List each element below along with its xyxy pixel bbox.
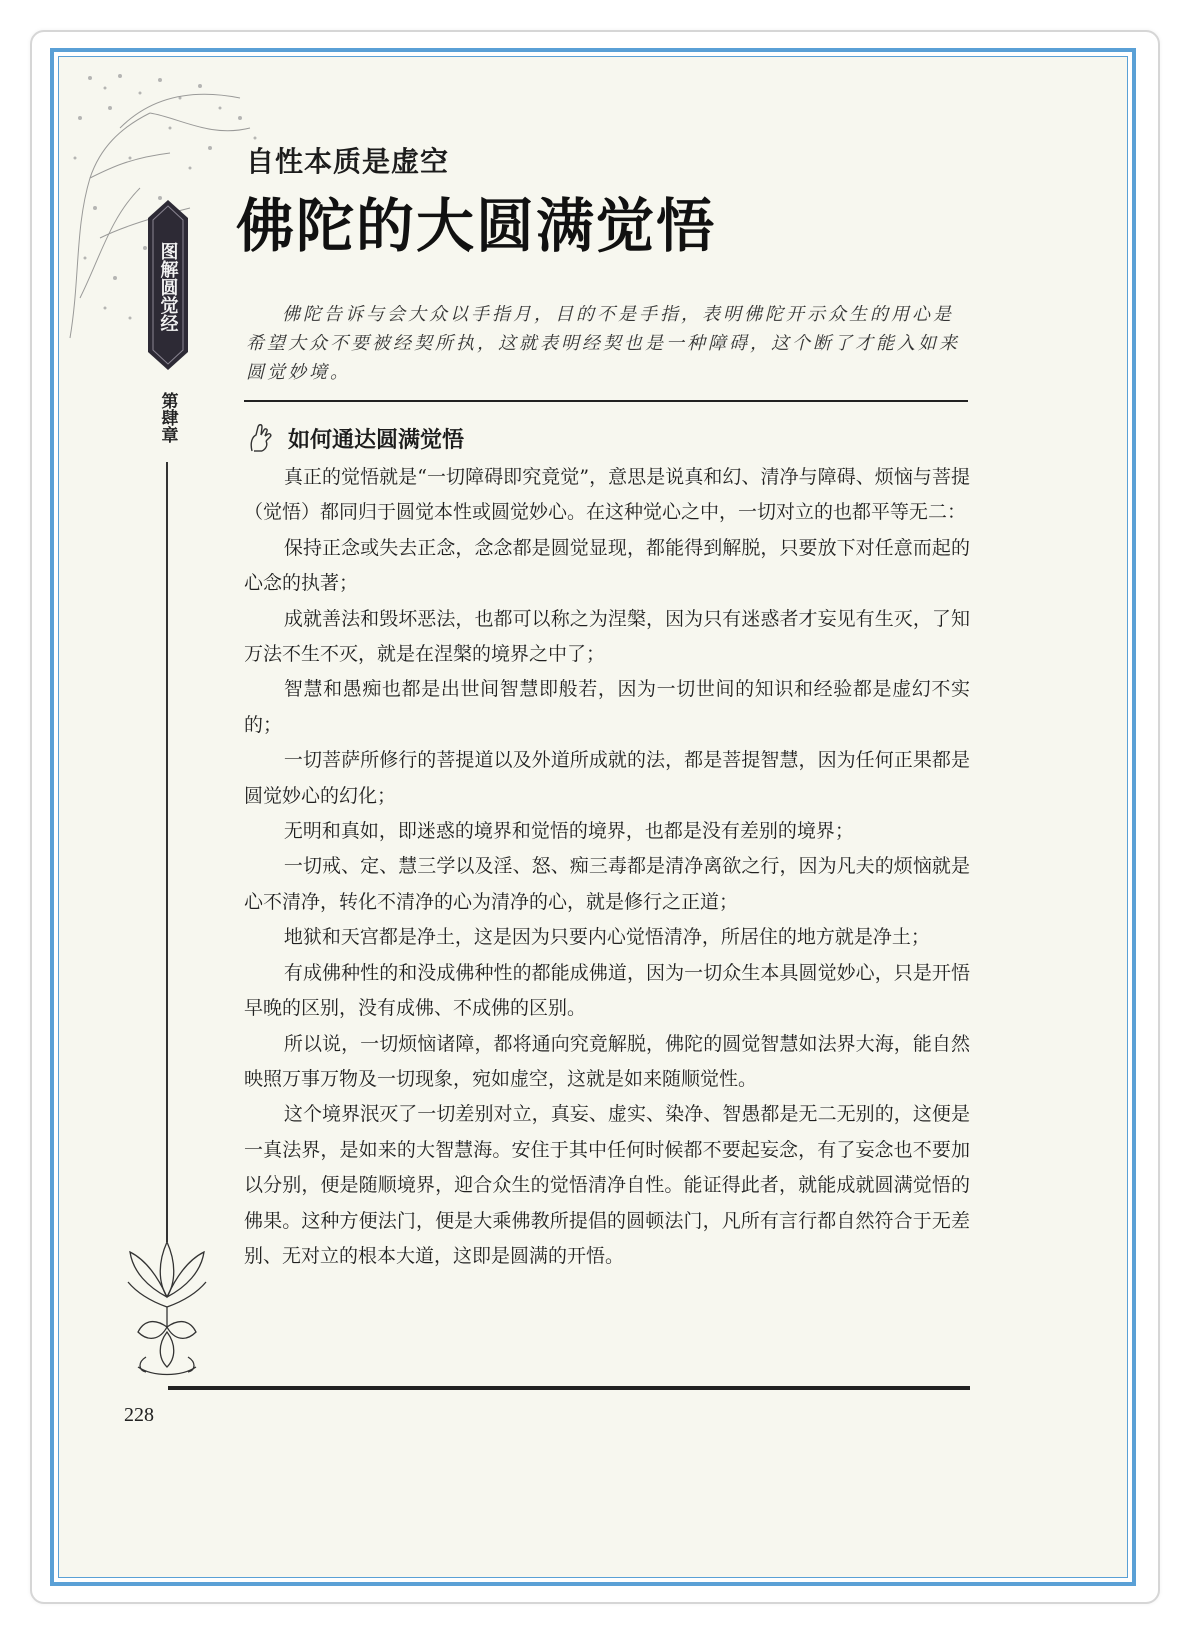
body-paragraph: 保持正念或失去正念，念念都是圆觉显现，都能得到解脱，只要放下对任意而起的心念的执著； [244, 536, 970, 595]
body-paragraph: 所以说，一切烦恼诸障，都将通向究竟解脱，佛陀的圆觉智慧如法界大海，能自然映照万事万物及一切现象，宛如虚空，这就是如来随顺觉性。 [244, 1032, 970, 1090]
chapter-label: 第肆章 [157, 391, 178, 443]
body-paragraph: 有成佛种性的和没成佛种性的都能成佛道，因为一切众生本具圆觉妙心，只是开悟早晚的区别，没有成佛、不成佛的区别。 [244, 961, 970, 1020]
page-title: 佛陀的大圆满觉悟 [236, 192, 717, 260]
body-paragraph: 真正的觉悟就是“一切障碍即究竟觉”，意思是说真和幻、清净与障碍、烦恼与菩提（觉悟）都同归于圆觉本性或圆觉妙心。在这种觉心之中，一切对立的也都平等无二： [244, 466, 970, 524]
body-paragraph: 这个境界泯灭了一切差别对立，真妄、虚实、染净、智愚都是无二无别的，这便是一真法界，是如来的大智慧海。安住于其中任何时候都不要起妄念，有了妄念也不要加以分别，便是随顺境界，迎合众生的觉悟清净自性。能证得此者，就能成就圆满觉悟的佛果。这种方便法门，便是大乘佛教所提倡的圆顿法门，凡所有言行都自然符合于无差别、无对立的根本大道，这即是圆满的开悟。 [244, 1103, 970, 1267]
section-heading [244, 420, 464, 456]
page-number: 228 [124, 1404, 154, 1426]
intro-block [246, 300, 970, 387]
body-paragraph: 一切菩萨所修行的菩提道以及外道所成就的法，都是菩提智慧，因为任何正果都是圆觉妙心的幻化； [244, 749, 970, 807]
lotus-ornament-icon [118, 1232, 216, 1382]
series-title: 图解圆觉经 [157, 242, 179, 332]
pointing-hand-icon [244, 421, 278, 455]
intro-paragraph: 佛陀告诉与会大众以手指月，目的不是手指，表明佛陀开示众生的用心是希望大众不要被经契所执，这就表明经契也是一种障碍，这个断了才能入如来圆觉妙境。 [246, 304, 960, 383]
body-text [244, 460, 970, 1274]
body-paragraph: 成就善法和毁坏恶法，也都可以称之为涅槃，因为只有迷惑者才妄见有生灭，了知万法不生不灭，就是在涅槃的境界之中了； [244, 607, 970, 666]
body-paragraph: 一切戒、定、慧三学以及淫、怒、痴三毒都是清净离欲之行，因为凡夫的烦恼就是心不清净，转化不清净的心为清净的心，就是修行之正道； [244, 855, 970, 913]
intro-divider [244, 400, 968, 402]
page-subtitle: 自性本质是虚空 [246, 145, 450, 178]
body-paragraph: 地狱和天宫都是净土，这是因为只要内心觉悟清净，所居住的地方就是净土； [283, 926, 930, 949]
body-paragraph: 无明和真如，即迷惑的境界和觉悟的境界，也都是没有差别的境界； [283, 820, 854, 843]
side-divider [166, 462, 168, 1242]
section-title: 如何通达圆满觉悟 [288, 427, 465, 453]
footer-divider [168, 1386, 970, 1390]
body-paragraph: 智慧和愚痴也都是出世间智慧即般若，因为一切世间的知识和经验都是虚幻不实的； [244, 678, 970, 736]
